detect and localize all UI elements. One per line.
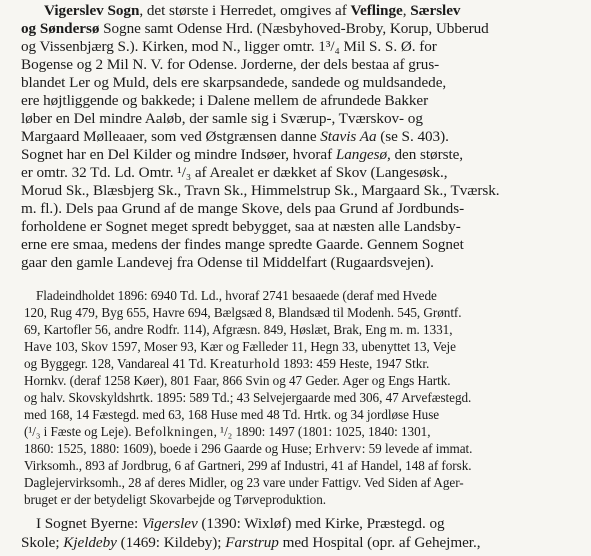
text-run: ere højtliggende og bakkede; i Dalene mellem de afrundede Bakker: [21, 92, 429, 109]
italic-text: Farstrup: [225, 534, 279, 551]
text-run: Have 103, Skov 1597, Moser 93, Kær og Fælleder 11, Hegn 33, ubenyttet 13, Veje: [24, 339, 456, 354]
text-line: [24, 322, 452, 338]
text-line: [24, 407, 439, 423]
text-line: [21, 182, 500, 200]
text-line: [21, 128, 449, 146]
text-line: [36, 288, 437, 304]
text-line: [24, 390, 471, 406]
text-run: med Hospital (opr. af Gehejmer.,: [278, 534, 481, 551]
text-run: Fladeindholdet 1896: 6940 Td. Ld., hvoraf 2741 besaaede (deraf med Hvede: [36, 288, 437, 303]
text-run: Bogense og 2 Mil N. V. for Odense. Jorderne, der dels bestaa af grus-: [21, 56, 440, 73]
text-run: er omtr. 32 Td. Ld. Omtr. ¹/₃ af Arealet er dækket af Skov (Langesøsk.,: [21, 164, 448, 181]
text-run: Sognet har en Del Kilder og mindre Indsøer, hvoraf: [21, 146, 336, 163]
italic-text: Langesø: [335, 146, 387, 163]
text-run: 1893: 459 Heste, 1947 Stkr.: [280, 356, 430, 371]
text-line: [24, 441, 472, 457]
text-run: , ¹/₂ 1890: 1497 (1801: 1025, 1840: 1301,: [213, 424, 431, 439]
text-run: og Byggegr. 128, Vandareal 41 Td.: [24, 356, 210, 371]
text-line: [21, 110, 423, 128]
text-run: Morud Sk., Blæsbjerg Sk., Travn Sk., Himmelstrup Sk., Margaard Sk., Tværsk.: [21, 182, 500, 199]
text-run: Daglejervirksomh., 28 af deres Midler, og 23 vare under Fattigv. Ved Siden af Ager-: [24, 475, 464, 490]
text-line: [21, 236, 464, 254]
text-run: ,: [402, 2, 411, 19]
text-run: , det største i Herredet, omgives af: [139, 2, 351, 19]
text-line: [24, 492, 326, 508]
spaced-heading-text: Befolkningen: [134, 424, 214, 439]
text-line: [21, 164, 448, 182]
text-line: [24, 373, 451, 389]
text-line: [24, 475, 464, 491]
text-run: Virksomh., 893 af Jordbrug, 6 af Gartneri, 299 af Industri, 41 af Handel, 148 af forsk.: [24, 458, 472, 473]
text-run: , den største,: [386, 146, 464, 163]
text-run: løber en Del mindre Aaløb, der samle sig i Sværup-, Tværskov- og: [21, 110, 423, 127]
text-run: bruget er der betydeligt Skovarbejde og Tørveproduktion.: [24, 492, 327, 507]
text-run: med 168, 14 Fæstegd. med 63, 168 Huse med 48 Td. Hrtk. og 34 jordløse Huse: [24, 407, 440, 422]
text-run: gaar den gamle Landevej fra Odense til Middelfart (Rugaardsvejen).: [21, 254, 434, 271]
text-line: [24, 339, 456, 355]
text-run: 69, Kartofler 56, andre Rodfr. 114), Afgræsn. 849, Høslæt, Brak, Eng m. m. 1331,: [24, 322, 453, 337]
text-line: [21, 146, 463, 164]
bold-text: Søndersø: [39, 20, 100, 37]
text-run: (se S. 403).: [376, 128, 449, 145]
text-line: [24, 458, 472, 474]
text-run: Margaard Mølleaaer, som ved Østgrænsen danne: [21, 128, 321, 145]
text-line: [21, 38, 437, 56]
text-line: [21, 218, 461, 236]
text-line: [21, 534, 480, 552]
italic-text: Kjeldeby: [63, 534, 117, 551]
spaced-heading-text: Kreaturhold: [209, 356, 281, 371]
bold-text: og: [21, 20, 37, 37]
bold-text: Vigerslev Sogn: [44, 2, 140, 19]
italic-text: Vigerslev: [141, 515, 198, 532]
text-run: blandet Ler og Muld, dels ere skarpsandede, sandede og muldsandede,: [21, 74, 447, 91]
text-line: [36, 515, 445, 533]
text-line: [21, 92, 428, 110]
text-run: (1469: Kildeby);: [116, 534, 226, 551]
text-line: [24, 356, 429, 372]
text-run: 1860: 1525, 1880: 1609), boede i 296 Gaarde og Huse;: [24, 441, 316, 456]
text-run: m. fl.). Dels paa Grund af de mange Skove, dels paa Grund af Jordbunds-: [21, 200, 465, 217]
text-line: [21, 56, 439, 74]
text-line: [21, 200, 464, 218]
text-run: (1390: Wixløf) med Kirke, Præstegd. og: [197, 515, 445, 532]
text-line: [21, 254, 434, 272]
spaced-heading-text: Erhverv: [315, 441, 362, 456]
text-run: erne ere smaa, medens der findes mange spredte Gaarde. Gennem Sognet: [21, 236, 464, 253]
text-run: og halv. Skovskyldshrtk. 1895: 589 Td.; 43 Selvejergaarde med 306, 47 Arvefæstegd.: [24, 390, 472, 405]
text-run: Sogne samt Odense Hrd. (Næsbyhoved-Broby, Korup, Ubberud: [99, 20, 489, 37]
text-line: [21, 74, 446, 92]
text-run: forholdene er Sognet meget spredt bebygget, saa at næsten alle Landsby-: [21, 218, 461, 235]
text-line: [44, 2, 460, 20]
text-run: : 59 levede af immat.: [361, 441, 473, 456]
italic-text: Stavis Aa: [320, 128, 377, 145]
text-line: [24, 424, 430, 440]
bold-text: Særslev: [410, 2, 461, 19]
text-run: og Vissenbjærg S.). Kirken, mod N., ligger omtr. 1³/₄ Mil S. S. Ø. for: [21, 38, 437, 55]
bold-text: Veflinge: [350, 2, 403, 19]
text-run: 120, Rug 479, Byg 655, Havre 694, Bælgsæd 8, Blandsæd til Modenh. 545, Grøntf.: [24, 305, 462, 320]
text-run: (¹/₃ i Fæste og Leje).: [24, 424, 135, 439]
text-run: I Sognet Byerne:: [36, 515, 142, 532]
text-line: [24, 305, 462, 321]
text-run: Skole;: [21, 534, 64, 551]
text-line: [21, 20, 489, 38]
text-run: Hornkv. (deraf 1258 Køer), 801 Faar, 866 Svin og 47 Geder. Ager og Engs Hartk.: [24, 373, 451, 388]
